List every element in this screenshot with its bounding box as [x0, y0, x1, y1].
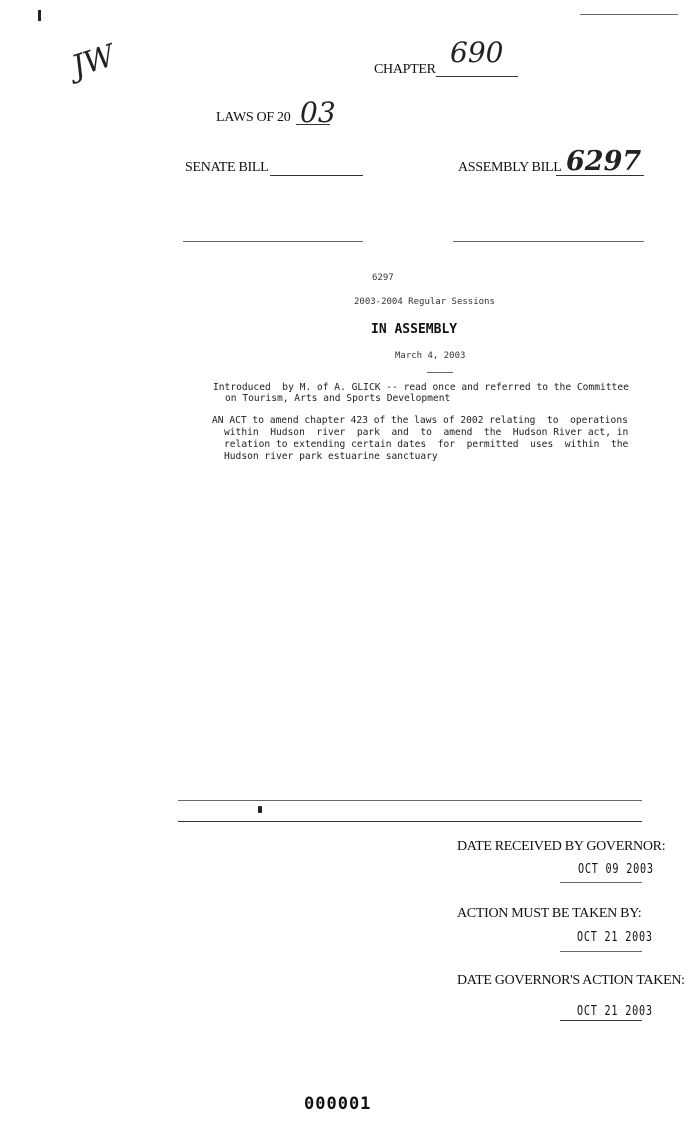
introduced-line-1: Introduced by M. of A. GLICK -- read once and referred to the Committee: [213, 382, 629, 393]
laws-year: 03: [300, 96, 336, 129]
action-taken-label: DATE GOVERNOR'S ACTION TAKEN:: [457, 973, 685, 988]
senate-bill-underline: [270, 175, 363, 176]
scan-speck: [258, 806, 262, 813]
action-taken-stamp: OCT 21 2003: [577, 1004, 653, 1019]
bill-number: 6297: [372, 273, 394, 283]
blank-line-left: [183, 241, 363, 242]
blank-line-right: [453, 241, 644, 242]
action-deadline-label: ACTION MUST BE TAKEN BY:: [457, 906, 642, 921]
divider-rule-2: [178, 821, 642, 822]
action-deadline-stamp: OCT 21 2003: [577, 930, 653, 945]
senate-bill-label: SENATE BILL: [185, 160, 269, 175]
scan-line-top: [580, 14, 678, 15]
date-underline: [427, 372, 453, 373]
assembly-bill-number: 6297: [566, 146, 642, 177]
date-received-underline: [560, 882, 642, 883]
divider-rule-1: [178, 800, 642, 801]
laws-underline: [296, 124, 330, 125]
scan-mark: [38, 10, 41, 21]
act-line-2: within Hudson river park and to amend the Hudson River act, in: [224, 427, 629, 438]
page-number: 000001: [304, 1094, 372, 1114]
handwritten-initials: JW: [67, 38, 120, 85]
act-line-1: AN ACT to amend chapter 423 of the laws of 2002 relating to operations: [212, 415, 628, 426]
chapter-number: 690: [450, 36, 504, 69]
action-deadline-underline: [560, 951, 642, 952]
laws-label: LAWS OF 20: [216, 110, 291, 125]
house-heading: IN ASSEMBLY: [371, 322, 458, 337]
introduction-date: March 4, 2003: [395, 351, 466, 361]
act-line-4: Hudson river park estuarine sanctuary: [224, 451, 438, 462]
date-received-stamp: OCT 09 2003: [578, 862, 654, 877]
assembly-bill-underline: [556, 175, 644, 176]
session-line: 2003-2004 Regular Sessions: [354, 297, 495, 307]
chapter-underline: [436, 76, 518, 77]
action-taken-underline: [560, 1020, 642, 1021]
act-line-3: relation to extending certain dates for permitted uses within the: [224, 439, 629, 450]
date-received-label: DATE RECEIVED BY GOVERNOR:: [457, 839, 666, 854]
chapter-label: CHAPTER: [374, 62, 436, 77]
introduced-line-2: on Tourism, Arts and Sports Development: [225, 393, 451, 404]
assembly-bill-label: ASSEMBLY BILL: [458, 160, 562, 175]
